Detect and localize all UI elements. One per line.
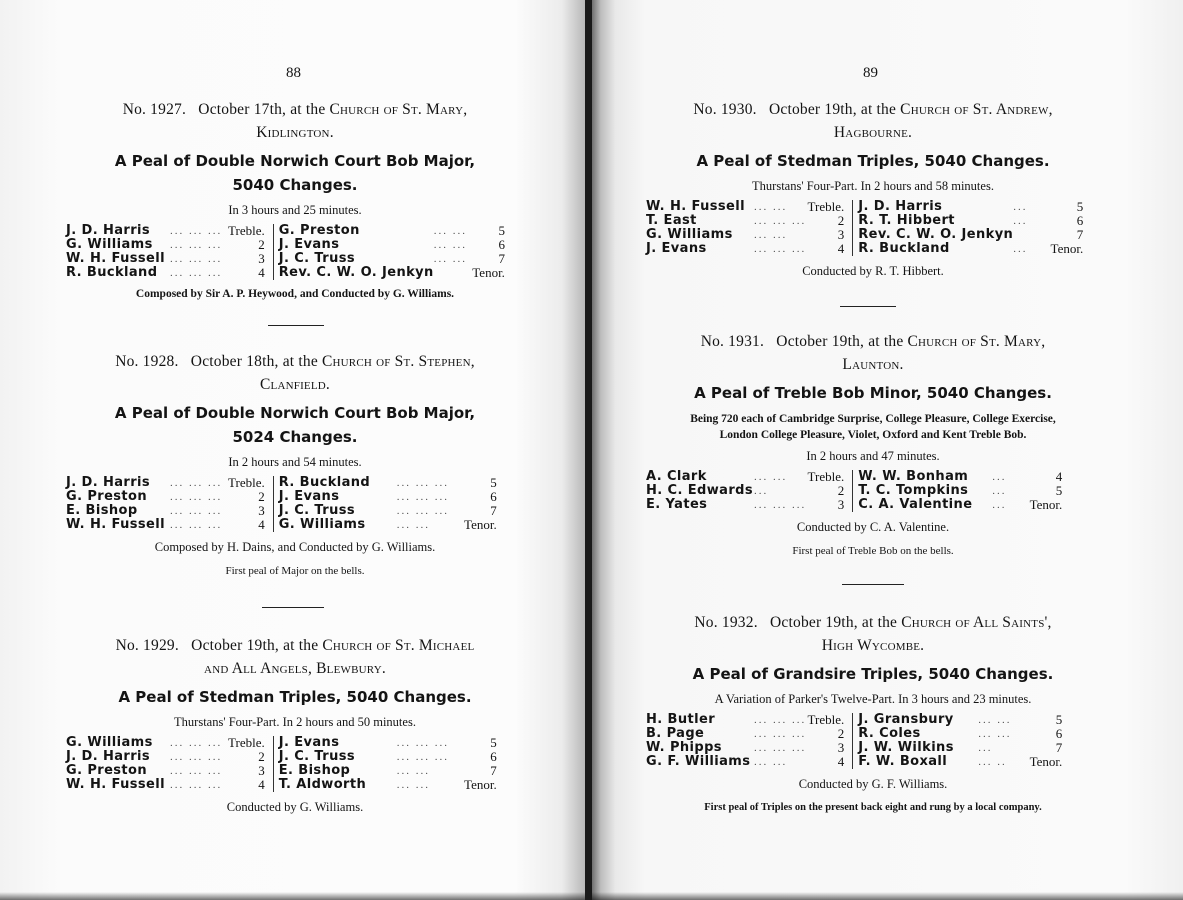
peal-title-line: A Peal of Grandsire Triples, 5040 Changes. — [692, 665, 1054, 683]
ringer-name: A. Clark — [646, 469, 707, 484]
page-number: 88 — [286, 65, 301, 81]
peal-number: No. 1929. — [115, 637, 179, 654]
ringer-name: J. C. Truss — [278, 503, 356, 518]
peal-church: Church of St. Mary, — [329, 101, 468, 118]
ringers-table — [66, 476, 497, 532]
bell-number: 6 — [1055, 726, 1063, 741]
ringers-table — [646, 200, 1083, 256]
peal-title-line: A Peal of Stedman Triples, 5040 Changes. — [696, 152, 1050, 170]
peal-date: October 19th, at the — [770, 614, 898, 631]
peal-duration: In 2 hours and 47 minutes. — [806, 449, 940, 463]
bell-number: 4 — [837, 754, 845, 769]
ringer-name: J. D. Harris — [66, 223, 151, 238]
bell-number: 6 — [490, 489, 497, 504]
bell-number: 4 — [1055, 469, 1063, 484]
peal-method-note — [642, 411, 1104, 443]
bell-number: 2 — [837, 483, 845, 498]
ringer-row: G. F. Williams ... ... 4 F. W. Boxall ... .. Tenor. — [646, 754, 1063, 769]
peal-place: Launton. — [842, 356, 904, 373]
ringer-name: W. W. Bonham — [858, 469, 969, 484]
peal-duration: A Variation of Parker's Twelve-Part. In 3 hours and 23 minutes. — [714, 692, 1032, 706]
peal-title — [62, 149, 528, 197]
peal-conductor: Conducted by G. F. Williams. — [798, 777, 948, 791]
ringer-name: Rev. C. W. O. Jenkyn — [278, 265, 434, 280]
peal-place: and All Angels, Blewbury. — [204, 660, 386, 677]
ringer-name: J. Evans — [278, 735, 340, 750]
bell-number: 4 — [258, 265, 265, 280]
ringer-name: R. Buckland — [66, 265, 158, 280]
peal-place: Kidlington. — [256, 124, 334, 141]
bell-number: 7 — [498, 251, 505, 266]
bell-number: 7 — [1055, 740, 1063, 755]
section-divider — [840, 306, 896, 307]
peal-heading — [642, 98, 1104, 144]
ringer-name: R. T. Hibbert — [858, 213, 955, 228]
ringer-name: R. Buckland — [858, 241, 950, 256]
ringer-name: J. C. Truss — [278, 251, 356, 266]
bell-number: 3 — [258, 763, 265, 778]
ringer-row: J. D. Harris ... ... ... 2 J. C. Truss ... ... ... 6 — [66, 749, 497, 764]
peal-church: Church of All Saints', — [901, 614, 1052, 631]
ringer-name: G. F. Williams — [646, 754, 751, 769]
peal-duration: Thurstans' Four-Part. In 2 hours and 50 minutes. — [174, 715, 416, 729]
bell-number: 3 — [837, 227, 845, 242]
bell-number: 5 — [498, 223, 505, 238]
bell-number: 3 — [837, 497, 845, 512]
bell-number: Treble. — [807, 199, 845, 214]
peal-title-line: 5040 Changes. — [232, 176, 358, 194]
peal-number: No. 1931. — [700, 333, 765, 350]
ringer-row: W. H. Fussell ... ... Treble. J. D. Harris ... 5 — [646, 199, 1084, 214]
bell-number: 5 — [1055, 483, 1063, 498]
peal-number: No. 1927. — [122, 101, 187, 118]
ringers-table — [66, 736, 497, 792]
ringer-name: G. Preston — [66, 489, 148, 504]
bell-number: 2 — [258, 489, 265, 504]
peal-church: Church of St. Andrew, — [900, 101, 1053, 118]
bell-number: 6 — [1076, 213, 1084, 228]
peal-title-line: A Peal of Stedman Triples, 5040 Changes. — [118, 688, 472, 706]
peal-church: Church of St. Stephen, — [321, 353, 475, 370]
ringer-name: J. C. Truss — [278, 749, 356, 764]
bell-number: Tenor. — [472, 265, 505, 280]
right-page — [592, 0, 1183, 900]
ringer-row: W. H. Fussell ... ... ... 3 J. C. Truss ... ... 7 — [66, 251, 505, 266]
left-page — [0, 0, 585, 900]
ringer-name: J. Evans — [278, 489, 340, 504]
peal-heading — [642, 330, 1104, 376]
ringer-name: G. Williams — [66, 735, 153, 750]
bell-number: Tenor. — [464, 517, 497, 532]
section-divider — [842, 584, 904, 585]
peal-note-line: Being 720 each of Cambridge Surprise, College Pleasure, College Exercise, — [690, 413, 1056, 425]
peal-number: No. 1930. — [693, 101, 757, 118]
ringer-name: H. Butler — [646, 712, 716, 727]
ringer-name: F. W. Boxall — [858, 754, 948, 769]
bell-number: 2 — [837, 213, 845, 228]
ringer-name: Rev. C. W. O. Jenkyn — [858, 227, 1014, 242]
peal-date: October 19th, at the — [776, 333, 904, 350]
ringer-row: W. Phipps ... ... ... 3 J. W. Wilkins ... 7 — [646, 740, 1063, 755]
bell-number: Tenor. — [1029, 497, 1063, 512]
bell-number: 2 — [837, 726, 845, 741]
ringer-name: J. Gransbury — [858, 712, 954, 727]
peal-title — [62, 685, 528, 709]
bell-number: 3 — [258, 503, 265, 518]
peal-conductor: Conducted by C. A. Valentine. — [796, 520, 950, 534]
ringer-row: W. H. Fussell ... ... ... 4 T. Aldworth ... ... Tenor. — [66, 777, 497, 792]
peal-duration: Thurstans' Four-Part. In 2 hours and 58 minutes. — [752, 179, 994, 193]
ringer-row: G. Williams ... ... ... Treble. J. Evans ... ... ... 5 — [66, 735, 497, 750]
bell-number: Treble. — [228, 735, 265, 750]
bell-number: 3 — [258, 251, 265, 266]
bell-number: 2 — [258, 237, 265, 252]
ringer-row: G. Williams ... ... ... 2 J. Evans ... ... 6 — [66, 237, 505, 252]
bell-number: 3 — [837, 740, 845, 755]
peal-record — [642, 330, 1104, 557]
peal-footnote: First peal of Treble Bob on the bells. — [792, 545, 954, 557]
peal-duration: In 3 hours and 25 minutes. — [228, 203, 362, 217]
ringer-name: J. Evans — [278, 237, 340, 252]
peal-title-line: A Peal of Double Norwich Court Bob Major, — [114, 152, 476, 170]
peal-title — [62, 401, 528, 449]
ringer-name: G. Preston — [278, 223, 360, 238]
peal-record — [62, 350, 528, 577]
peal-record — [62, 634, 528, 815]
bell-number: Treble. — [807, 712, 845, 727]
ringer-row: J. D. Harris ... ... ... Treble. G. Preston ... ... 5 — [66, 223, 505, 238]
peal-record — [62, 98, 528, 300]
ringers-table — [66, 224, 505, 280]
peal-conductor: Conducted by G. Williams. — [226, 800, 364, 814]
ringer-row: E. Yates ... ... ... 3 C. A. Valentine ... Tenor. — [646, 497, 1063, 512]
peal-date: October 19th, at the — [191, 637, 319, 654]
bell-number: 4 — [837, 241, 845, 256]
peal-conductor: Composed by Sir A. P. Heywood, and Conducted by G. Williams. — [135, 288, 455, 300]
peal-title-line: A Peal of Double Norwich Court Bob Major, — [114, 404, 476, 422]
ringer-row: G. Williams ... ... 3 Rev. C. W. O. Jenkyn 7 — [646, 227, 1084, 242]
ringer-name: W. Phipps — [646, 740, 722, 755]
book-gutter — [585, 0, 592, 900]
peal-date: October 17th, at the — [198, 101, 326, 118]
peal-number: No. 1932. — [694, 614, 758, 631]
peal-title-line: 5024 Changes. — [232, 428, 358, 446]
ringer-row: R. Buckland ... ... ... 4 Rev. C. W. O. Jenkyn Tenor. — [66, 265, 505, 280]
bell-number: 6 — [498, 237, 505, 252]
ringer-name: G. Williams — [66, 237, 153, 252]
ringer-row: T. East ... ... ... 2 R. T. Hibbert ... 6 — [646, 213, 1084, 228]
peal-title — [642, 662, 1104, 686]
ringers-table — [646, 713, 1062, 769]
bell-number: Tenor. — [464, 777, 497, 792]
ringer-name: E. Bishop — [66, 503, 138, 518]
ringer-name: T. Aldworth — [278, 777, 367, 792]
ringer-name: E. Bishop — [278, 763, 351, 778]
ringer-name: W. H. Fussell — [646, 199, 745, 214]
ringer-name: J. D. Harris — [858, 199, 943, 214]
peal-conductor: Conducted by R. T. Hibbert. — [802, 264, 944, 278]
peal-title-line: A Peal of Treble Bob Minor, 5040 Changes. — [694, 384, 1052, 402]
bell-number: 4 — [258, 517, 265, 532]
ringer-row: J. Evans ... ... ... 4 R. Buckland ... Tenor. — [646, 241, 1084, 256]
ringer-row: G. Preston ... ... ... 2 J. Evans ... ... ... 6 — [66, 489, 497, 504]
bell-number: 4 — [258, 777, 265, 792]
ringer-name: H. C. Edwards — [646, 483, 753, 498]
peal-place: Hagbourne. — [833, 124, 913, 141]
ringer-name: T. C. Tompkins — [858, 483, 969, 498]
bell-number: Tenor. — [1029, 754, 1063, 769]
bell-number: 5 — [490, 735, 497, 750]
ringer-row: J. D. Harris ... ... ... Treble. R. Buckland ... ... ... 5 — [66, 475, 497, 490]
ringer-row: B. Page ... ... ... 2 R. Coles ... ... 6 — [646, 726, 1063, 741]
ringer-row: A. Clark ... ... Treble. W. W. Bonham ... 4 — [646, 469, 1063, 484]
ringers-table — [646, 470, 1062, 512]
peal-conductor: Composed by H. Dains, and Conducted by G. Williams. — [154, 540, 436, 554]
peal-church: Church of St. Mary, — [907, 333, 1046, 350]
section-divider — [262, 607, 324, 608]
bell-number: 6 — [490, 749, 497, 764]
section-divider — [268, 325, 324, 326]
peal-date: October 18th, at the — [190, 353, 318, 370]
ringer-name: R. Coles — [858, 726, 921, 741]
ringer-name: J. D. Harris — [66, 749, 151, 764]
bell-number: 7 — [490, 503, 497, 518]
bell-number: 5 — [1055, 712, 1063, 727]
ringer-name: C. A. Valentine — [858, 497, 973, 512]
bell-number: 7 — [1076, 227, 1084, 242]
ringer-name: B. Page — [646, 726, 705, 741]
bell-number: Treble. — [228, 475, 265, 490]
ringer-row: H. C. Edwards ... 2 T. C. Tompkins ... 5 — [646, 483, 1063, 498]
ringer-name: W. H. Fussell — [66, 517, 165, 532]
ringer-name: E. Yates — [646, 497, 708, 512]
ringer-row: G. Preston ... ... ... 3 E. Bishop ... ... 7 — [66, 763, 497, 778]
page-number: 89 — [863, 65, 878, 81]
peal-title — [642, 381, 1104, 405]
bell-number: Treble. — [228, 223, 265, 238]
ringer-name: T. East — [646, 213, 697, 228]
ringer-name: J. D. Harris — [66, 475, 151, 490]
ringer-name: W. H. Fussell — [66, 777, 165, 792]
ringer-row: H. Butler ... ... ... Treble. J. Gransbury ... ... 5 — [646, 712, 1063, 727]
ringer-name: R. Buckland — [278, 475, 371, 490]
peal-footnote: First peal of Major on the bells. — [225, 565, 365, 577]
bell-number: Tenor. — [1050, 241, 1084, 256]
peal-title — [642, 149, 1104, 173]
ringer-row: E. Bishop ... ... ... 3 J. C. Truss ... ... ... 7 — [66, 503, 497, 518]
ringer-name: G. Preston — [66, 763, 148, 778]
peal-footnote: First peal of Triples on the present back eight and rung by a local company. — [704, 802, 1042, 813]
bell-number: 7 — [490, 763, 497, 778]
ringer-name: J. W. Wilkins — [858, 740, 954, 755]
peal-heading — [62, 98, 528, 144]
peal-record — [642, 611, 1104, 813]
peal-heading — [642, 611, 1104, 657]
peal-date: October 19th, at the — [768, 101, 897, 118]
peal-number: No. 1928. — [115, 353, 179, 370]
peal-note-line: London College Pleasure, Violet, Oxford and Kent Treble Bob. — [719, 429, 1027, 441]
peal-place: Clanfield. — [260, 376, 330, 393]
peal-church: Church of St. Michael — [322, 637, 475, 654]
ringer-name: G. Williams — [278, 517, 366, 532]
ringer-row: W. H. Fussell ... ... ... 4 G. Williams ... ... Tenor. — [66, 517, 497, 532]
bell-number: 5 — [1076, 199, 1084, 214]
ringer-name: J. Evans — [646, 241, 707, 256]
peal-place: High Wycombe. — [821, 637, 925, 654]
bell-number: 5 — [490, 475, 497, 490]
peal-record — [642, 98, 1104, 279]
peal-heading — [62, 350, 528, 396]
ringer-name: G. Williams — [646, 227, 733, 242]
ringer-name: W. H. Fussell — [66, 251, 165, 266]
peal-duration: In 2 hours and 54 minutes. — [228, 455, 362, 469]
peal-heading — [62, 634, 528, 680]
bell-number: 2 — [258, 749, 265, 764]
bell-number: Treble. — [807, 469, 845, 484]
